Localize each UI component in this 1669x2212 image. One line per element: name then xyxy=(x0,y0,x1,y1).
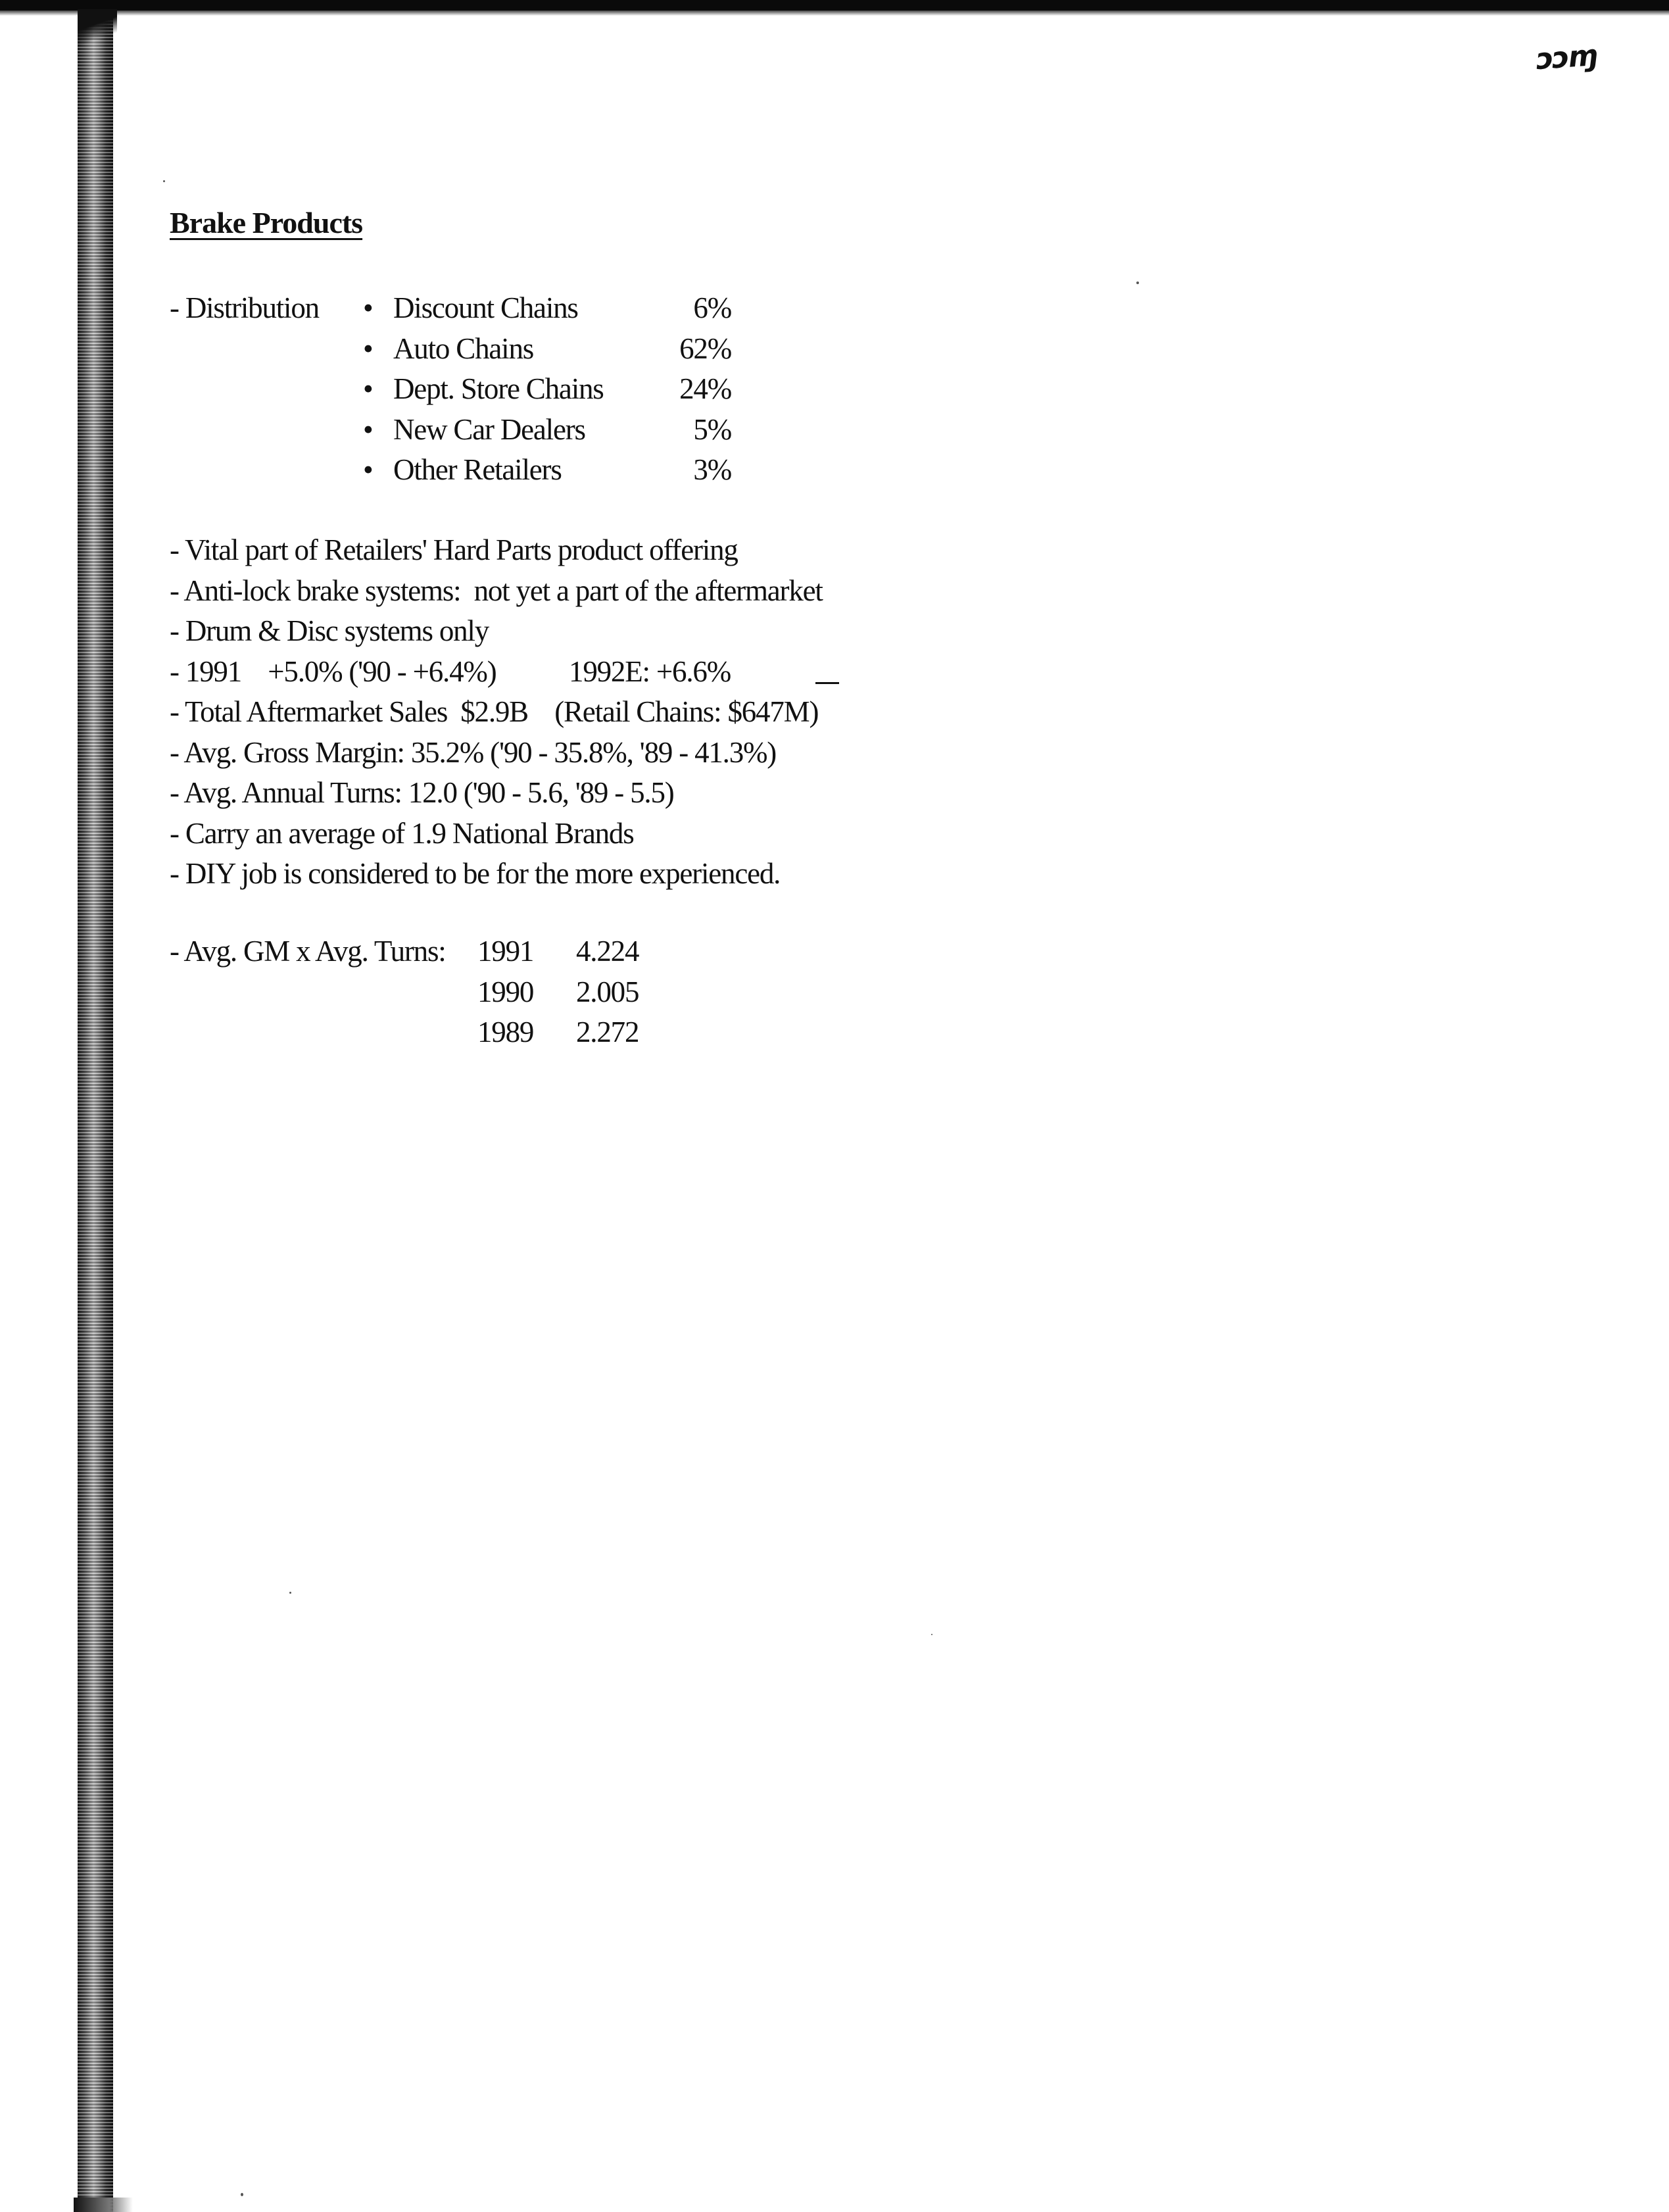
scan-speck xyxy=(1136,282,1139,284)
distribution-share: 3% xyxy=(693,453,731,486)
distribution-row xyxy=(363,369,731,410)
distribution-label: - Distribution xyxy=(170,291,319,324)
gm-turns-value: 4.224 xyxy=(576,935,639,968)
gm-turns-table xyxy=(477,931,648,1053)
bullet-icon: • xyxy=(363,332,373,365)
bullet-icon: • xyxy=(363,453,373,486)
bullet-icon: • xyxy=(363,412,373,446)
scan-speck xyxy=(289,1592,291,1594)
distribution-category: Discount Chains xyxy=(393,291,578,324)
distribution-share: 62% xyxy=(679,332,731,365)
note-line: - 1991 +5.0% ('90 - +6.4%) 1992E: +6.6% xyxy=(170,654,731,688)
gm-turns-row xyxy=(477,972,648,1013)
scan-top-border xyxy=(0,0,1669,11)
notes-list xyxy=(170,530,823,895)
handwritten-overbar-mark xyxy=(815,682,839,684)
distribution-category: New Car Dealers xyxy=(393,412,585,446)
distribution-share: 5% xyxy=(693,412,731,446)
handwritten-page-mark: ɔɔɱ xyxy=(1535,38,1598,77)
distribution-row xyxy=(363,450,731,491)
note-line: - Total Aftermarket Sales $2.9B (Retail Chains: $647M) xyxy=(170,695,819,728)
distribution-category: Dept. Store Chains xyxy=(393,372,604,405)
distribution-list xyxy=(363,288,731,491)
gm-turns-year: 1991 xyxy=(477,935,534,968)
gm-turns-value: 2.272 xyxy=(576,1016,639,1048)
scan-speck xyxy=(931,1634,932,1635)
note-line: - Avg. Annual Turns: 12.0 ('90 - 5.6, '89 - 5.5) xyxy=(170,776,674,809)
gm-turns-value: 2.005 xyxy=(576,975,639,1008)
bullet-icon: • xyxy=(363,372,373,405)
distribution-share: 24% xyxy=(679,372,731,405)
gm-turns-year: 1989 xyxy=(477,1016,534,1048)
scan-binding-corner xyxy=(78,9,117,49)
scan-speck xyxy=(163,180,165,182)
scan-speck xyxy=(241,2193,243,2196)
note-line: - Carry an average of 1.9 National Brands xyxy=(170,816,634,850)
distribution-share: 6% xyxy=(693,291,731,324)
gm-turns-row xyxy=(477,1012,648,1053)
note-line: - Avg. Gross Margin: 35.2% ('90 - 35.8%, '89 - 41.3%) xyxy=(170,735,777,769)
gm-turns-year: 1990 xyxy=(477,975,534,1008)
note-line: - DIY job is considered to be for the more experienced. xyxy=(170,857,781,890)
distribution-category: Auto Chains xyxy=(393,332,534,365)
bullet-icon: • xyxy=(363,291,373,324)
gm-turns-label: - Avg. GM x Avg. Turns: xyxy=(170,935,446,968)
distribution-row xyxy=(363,329,731,370)
note-line: - Drum & Disc systems only xyxy=(170,614,489,647)
scan-binding-foot xyxy=(74,2198,133,2212)
note-line: - Vital part of Retailers' Hard Parts product offering xyxy=(170,533,738,566)
note-line: - Anti-lock brake systems: not yet a part of the aftermarket xyxy=(170,574,823,607)
page-title: Brake Products xyxy=(170,206,363,239)
distribution-row xyxy=(363,410,731,451)
distribution-category: Other Retailers xyxy=(393,453,562,486)
distribution-row xyxy=(363,288,731,329)
gm-turns-row xyxy=(477,931,648,972)
scan-binding-edge xyxy=(78,11,113,2212)
